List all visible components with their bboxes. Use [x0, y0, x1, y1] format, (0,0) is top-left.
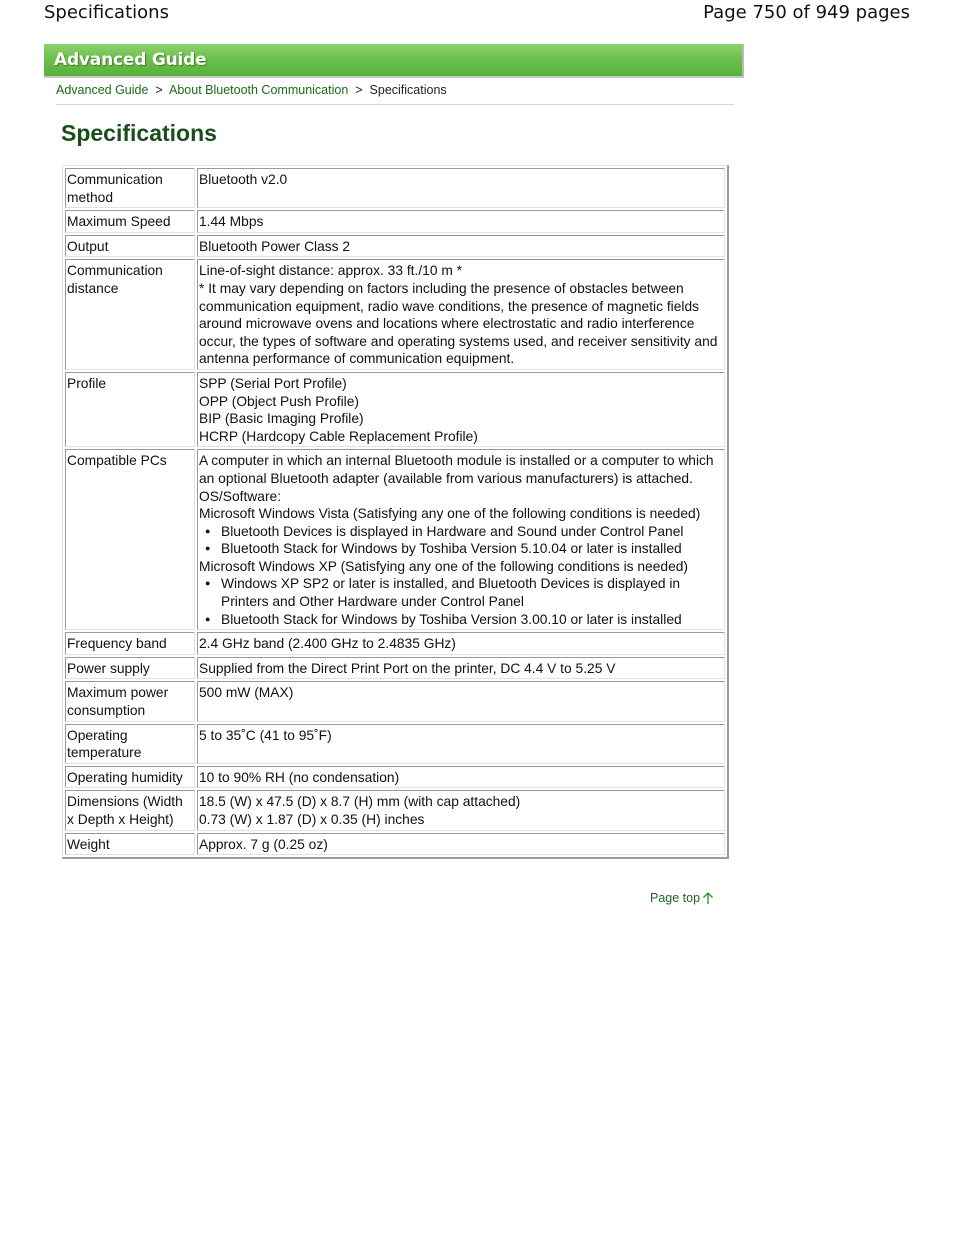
- xp-conditions-list: [199, 575, 723, 628]
- table-row: [65, 833, 725, 856]
- page-title: Specifications: [61, 120, 217, 146]
- list-item: ● Bluetooth Stack for Windows by Toshiba Version 5.10.04 or later is installed: [221, 540, 723, 558]
- table-row: [65, 790, 725, 830]
- spec-value: 10 to 90% RH (no condensation): [197, 766, 725, 789]
- spec-value: Bluetooth Power Class 2: [197, 235, 725, 258]
- breadcrumb-separator: >: [355, 83, 363, 97]
- table-row: [65, 259, 725, 370]
- os-label: OS/Software:: [199, 488, 282, 504]
- spec-value-line: 0.73 (W) x 1.87 (D) x 0.35 (H) inches: [199, 812, 425, 827]
- breadcrumb-separator: >: [155, 83, 163, 97]
- spec-label: Operating temperature: [65, 724, 195, 764]
- table-row: [65, 766, 725, 789]
- spec-label: Compatible PCs: [65, 449, 195, 630]
- profile-item: SPP (Serial Port Profile): [199, 375, 347, 391]
- specifications-table: [62, 165, 729, 859]
- spec-value: 5 to 35˚C (41 to 95˚F): [197, 724, 725, 764]
- table-row: [65, 632, 725, 655]
- spec-label: Communication distance: [65, 259, 195, 370]
- breadcrumb-link-advanced-guide[interactable]: Advanced Guide: [56, 83, 149, 97]
- spec-value: [197, 259, 725, 370]
- table-row: [65, 724, 725, 764]
- list-item: ● Windows XP SP2 or later is installed, and Bluetooth Devices is displayed in Printers and Other Hardware under Control Panel: [221, 575, 723, 610]
- spec-label: Profile: [65, 372, 195, 447]
- table-row: [65, 372, 725, 447]
- spec-label: Maximum power consumption: [65, 681, 195, 721]
- spec-value: 500 mW (MAX): [197, 681, 725, 721]
- vista-conditions-list: [199, 523, 723, 558]
- arrow-up-icon[interactable]: [702, 891, 714, 905]
- profile-item: HCRP (Hardcopy Cable Replacement Profile): [199, 428, 478, 444]
- table-row: [65, 657, 725, 680]
- document-title: Specifications: [44, 1, 169, 23]
- advanced-guide-banner: [44, 44, 744, 78]
- list-item: ● Bluetooth Devices is displayed in Hardware and Sound under Control Panel: [221, 523, 723, 541]
- spec-label: Weight: [65, 833, 195, 856]
- spec-label: Power supply: [65, 657, 195, 680]
- spec-label: Output: [65, 235, 195, 258]
- vista-heading: Microsoft Windows Vista (Satisfying any one of the following conditions is needed): [199, 506, 701, 522]
- spec-value: 2.4 GHz band (2.400 GHz to 2.4835 GHz): [197, 632, 725, 655]
- spec-label: Dimensions (Width x Depth x Height): [65, 790, 195, 830]
- banner-title: Advanced Guide: [54, 50, 207, 70]
- profile-item: BIP (Basic Imaging Profile): [199, 411, 364, 427]
- breadcrumb: [56, 83, 447, 97]
- spec-label: Maximum Speed: [65, 210, 195, 233]
- page-header: [44, 0, 910, 24]
- breadcrumb-current: Specifications: [369, 83, 447, 97]
- breadcrumb-link-about-bluetooth[interactable]: About Bluetooth Communication: [169, 83, 349, 97]
- table-row: [65, 210, 725, 233]
- page-top-label[interactable]: Page top: [650, 891, 701, 905]
- spec-label: Frequency band: [65, 632, 195, 655]
- page-top-link[interactable]: [650, 891, 714, 905]
- spec-value: [197, 790, 725, 830]
- spec-label: Communication method: [65, 168, 195, 208]
- spec-value-line: Line-of-sight distance: approx. 33 ft./10 m *: [199, 263, 463, 279]
- spec-footnote: * It may vary depending on factors including the presence of obstacles between communication equipment, radio wave conditions, the presence of magnetic fields around microwave ovens and locations where electrostatic and radio interference occur, the types of software and operating systems used, and receiver sensitivity and antenna performance of communication equipment.: [199, 280, 718, 367]
- spec-value: Supplied from the Direct Print Port on the printer, DC 4.4 V to 5.25 V: [197, 657, 725, 680]
- table-row: [65, 681, 725, 721]
- page-counter: Page 750 of 949 pages: [703, 1, 910, 23]
- spec-value: [197, 449, 725, 630]
- list-item: ● Bluetooth Stack for Windows by Toshiba Version 3.00.10 or later is installed: [221, 611, 723, 629]
- divider: [56, 104, 734, 105]
- xp-heading: Microsoft Windows XP (Satisfying any one of the following conditions is needed): [199, 558, 689, 574]
- spec-value-line: 18.5 (W) x 47.5 (D) x 8.7 (H) mm (with cap attached): [199, 794, 521, 810]
- spec-value: Bluetooth v2.0: [197, 168, 725, 208]
- table-row: [65, 168, 725, 208]
- spec-value: [197, 372, 725, 447]
- spec-label: Operating humidity: [65, 766, 195, 789]
- compatible-intro: A computer in which an internal Bluetooth module is installed or a computer to which an optional Bluetooth adapter (available from various manufacturers) is attached.: [199, 453, 714, 486]
- spec-value: 1.44 Mbps: [197, 210, 725, 233]
- table-row: [65, 235, 725, 258]
- spec-value: Approx. 7 g (0.25 oz): [197, 833, 725, 856]
- table-row: [65, 449, 725, 630]
- profile-item: OPP (Object Push Profile): [199, 393, 360, 409]
